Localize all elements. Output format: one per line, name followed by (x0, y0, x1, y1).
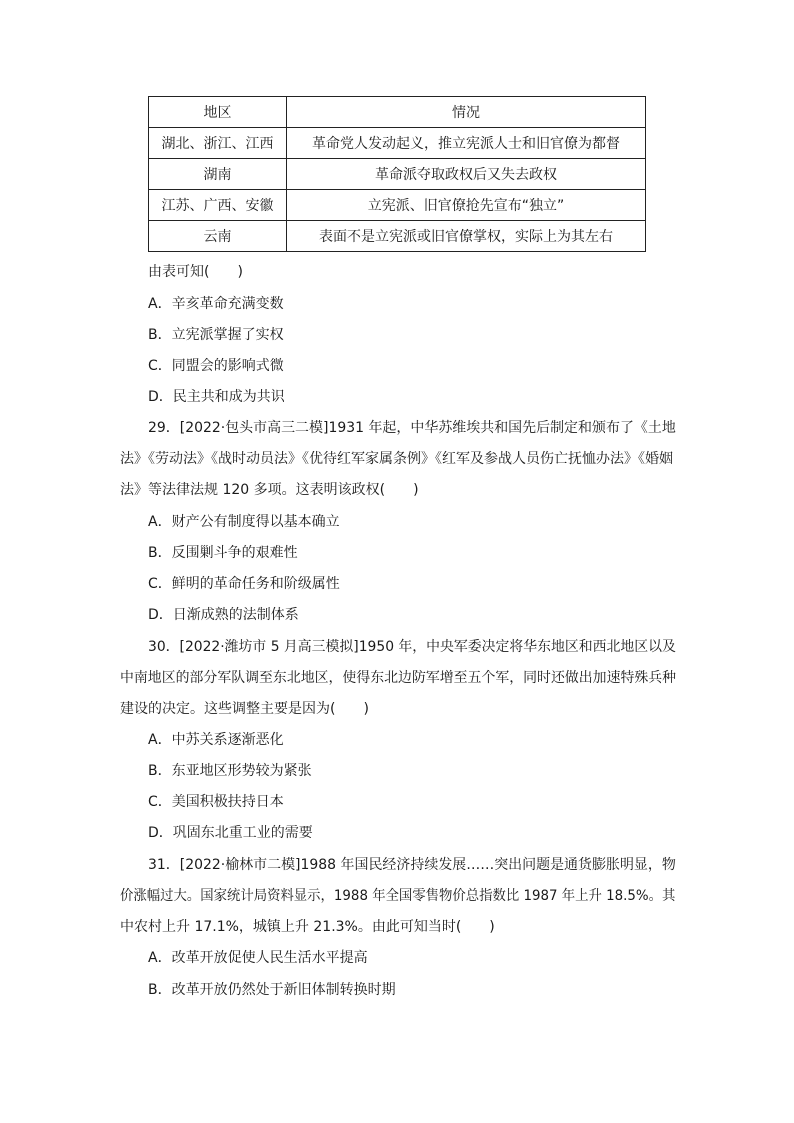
q28-option-d: D．民主共和成为共识 (148, 389, 285, 405)
q31-stem-line: 31．[2022·榆林市二模]1988 年国民经济持续发展……突出问题是通货膨胀明显，物 (148, 857, 676, 873)
table-cell-region: 湖南 (149, 159, 287, 190)
table-header-cell: 情况 (287, 97, 646, 128)
q29-stem-line: 29．[2022·包头市高三二模]1931 年起，中华苏维埃共和国先后制定和颁布了《土地 (148, 420, 676, 436)
table-cell-situation: 革命党人发动起义，推立宪派人士和旧官僚为都督 (287, 128, 646, 159)
q28-stem: 由表可知( ) (148, 264, 243, 280)
q31-stem-line: 中农村上升 17.1%，城镇上升 21.3%。由此可知当时( ) (120, 919, 495, 935)
table-row (149, 190, 646, 221)
q30-stem-line: 中南地区的部分军队调至东北地区，使得东北边防军增至五个军，同时还做出加速特殊兵种 (120, 670, 677, 686)
table-cell-region: 江苏、广西、安徽 (149, 190, 287, 221)
region-situation-table (148, 96, 646, 252)
q30-option-c: C．美国积极扶持日本 (148, 794, 284, 810)
q29-stem-line: 法》《劳动法》《战时动员法》《优待红军家属条例》《红军及参战人员伤亡抚恤办法》《婚姻 (120, 451, 673, 467)
table-cell-region: 湖北、浙江、江西 (149, 128, 287, 159)
table-cell-region: 云南 (149, 221, 287, 252)
q31-option-a: A．改革开放促使人民生活水平提高 (148, 950, 368, 966)
q29-option-b: B．反围剿斗争的艰难性 (148, 545, 298, 561)
table-cell-situation: 立宪派、旧官僚抢先宣布“独立” (287, 190, 646, 221)
q30-stem-line: 建设的决定。这些调整主要是因为( ) (120, 701, 369, 717)
q30-option-b: B．东亚地区形势较为紧张 (148, 763, 312, 779)
q28-option-b: B．立宪派掌握了实权 (148, 327, 284, 343)
table-row (149, 221, 646, 252)
q31-stem-line: 价涨幅过大。国家统计局资料显示，1988 年全国零售物价总指数比 1987 年上升 18.5%。其 (120, 888, 676, 904)
q30-stem-line: 30．[2022·潍坊市 5 月高三模拟]1950 年，中央军委决定将华东地区和西北地区以及 (148, 639, 676, 655)
table-cell-situation: 革命派夺取政权后又失去政权 (287, 159, 646, 190)
table-cell-situation: 表面不是立宪派或旧官僚掌权，实际上为其左右 (287, 221, 646, 252)
table-header-row (149, 97, 646, 128)
q29-option-d: D．日渐成熟的法制体系 (148, 607, 299, 623)
q30-option-a: A．中苏关系逐渐恶化 (148, 732, 284, 748)
q28-option-c: C．同盟会的影响式微 (148, 358, 284, 374)
q28-option-a: A．辛亥革命充满变数 (148, 296, 284, 312)
q30-option-d: D．巩固东北重工业的需要 (148, 825, 313, 841)
q29-option-c: C．鲜明的革命任务和阶级属性 (148, 576, 340, 592)
table-row (149, 159, 646, 190)
q31-option-b: B．改革开放仍然处于新旧体制转换时期 (148, 982, 396, 998)
table-row (149, 128, 646, 159)
q29-option-a: A．财产公有制度得以基本确立 (148, 514, 340, 530)
q29-stem-line: 法》等法律法规 120 多项。这表明该政权( ) (120, 482, 419, 498)
table-header-cell: 地区 (149, 97, 287, 128)
